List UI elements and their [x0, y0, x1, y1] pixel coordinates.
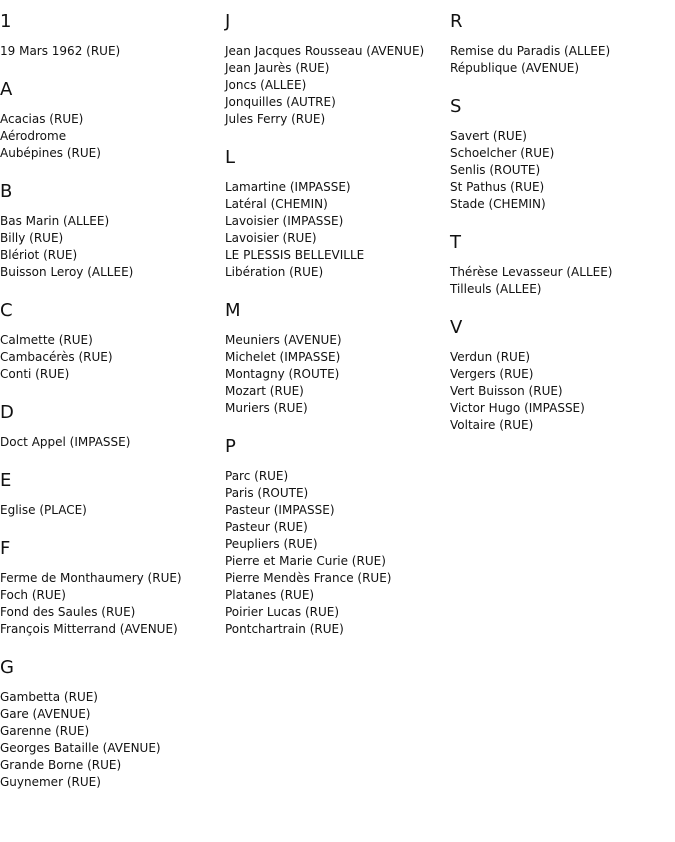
street-item: Vert Buisson (RUE): [450, 384, 563, 398]
street-item: Pontchartrain (RUE): [225, 622, 344, 636]
letter-section: [0, 537, 220, 638]
street-list: [450, 264, 670, 298]
street-item: Aérodrome: [0, 129, 67, 143]
street-column-1: [0, 10, 220, 809]
street-item: Poirier Lucas (RUE): [225, 605, 340, 619]
street-item: Mozart (RUE): [225, 384, 304, 398]
street-list: [225, 179, 445, 281]
street-list: [0, 111, 220, 162]
street-list: [0, 213, 220, 281]
street-item: Latéral (CHEMIN): [225, 197, 328, 211]
street-item: Savert (RUE): [450, 129, 527, 143]
street-item: Fond des Saules (RUE): [0, 605, 136, 619]
street-item: Acacias (RUE): [0, 112, 84, 126]
street-item: Platanes (RUE): [225, 588, 315, 602]
letter-section: [0, 180, 220, 281]
letter-section: [0, 469, 220, 519]
street-item: Blériot (RUE): [0, 248, 78, 262]
street-item: Guynemer (RUE): [0, 775, 101, 789]
street-item: Garenne (RUE): [0, 724, 90, 738]
letter-section: [225, 10, 445, 128]
letter-section: [0, 78, 220, 162]
letter-heading: J: [225, 11, 231, 32]
street-item: Jules Ferry (RUE): [225, 112, 326, 126]
street-item: Gare (AVENUE): [0, 707, 91, 721]
letter-heading: T: [450, 232, 461, 253]
street-item: Meuniers (AVENUE): [225, 333, 342, 347]
letter-heading: B: [0, 181, 13, 202]
street-item: Senlis (ROUTE): [450, 163, 541, 177]
street-item: Billy (RUE): [0, 231, 64, 245]
street-item: Jonquilles (AUTRE): [225, 95, 336, 109]
street-item: Thérèse Levasseur (ALLEE): [450, 265, 613, 279]
street-list: [0, 43, 220, 60]
letter-section: [0, 10, 220, 60]
street-item: Conti (RUE): [0, 367, 70, 381]
street-item: Pasteur (IMPASSE): [225, 503, 335, 517]
street-item: Joncs (ALLEE): [225, 78, 307, 92]
street-item: Pierre Mendès France (RUE): [225, 571, 392, 585]
street-item: Doct Appel (IMPASSE): [0, 435, 131, 449]
street-item: Libération (RUE): [225, 265, 324, 279]
street-item: Lavoisier (RUE): [225, 231, 317, 245]
street-list: [450, 349, 670, 434]
street-item: Foch (RUE): [0, 588, 66, 602]
letter-heading: C: [0, 300, 13, 321]
letter-section: [225, 146, 445, 281]
street-item: François Mitterrand (AVENUE): [0, 622, 178, 636]
letter-section: [0, 401, 220, 451]
street-item: Georges Bataille (AVENUE): [0, 741, 161, 755]
letter-heading: R: [450, 11, 463, 32]
letter-heading: S: [450, 96, 462, 117]
street-list: [225, 468, 445, 638]
street-list: [450, 128, 670, 213]
street-item: Jean Jaurès (RUE): [225, 61, 330, 75]
street-item: Gambetta (RUE): [0, 690, 98, 704]
street-column-3: [450, 10, 670, 452]
street-item: Vergers (RUE): [450, 367, 534, 381]
letter-heading: E: [0, 470, 12, 491]
street-list: [0, 689, 220, 791]
street-item: Paris (ROUTE): [225, 486, 309, 500]
letter-section: [0, 299, 220, 383]
street-column-2: [225, 10, 445, 656]
street-item: Montagny (ROUTE): [225, 367, 340, 381]
street-item: Voltaire (RUE): [450, 418, 534, 432]
street-item: Cambacérès (RUE): [0, 350, 113, 364]
street-item: Calmette (RUE): [0, 333, 93, 347]
street-item: Lavoisier (IMPASSE): [225, 214, 344, 228]
street-item: Eglise (PLACE): [0, 503, 87, 517]
letter-section: [450, 10, 670, 77]
street-item: LE PLESSIS BELLEVILLE: [225, 248, 365, 262]
street-list: [225, 43, 445, 128]
street-item: République (AVENUE): [450, 61, 580, 75]
street-item: Parc (RUE): [225, 469, 289, 483]
street-list: [0, 502, 220, 519]
letter-heading: G: [0, 657, 14, 678]
letter-heading: P: [225, 436, 236, 457]
street-item: Pasteur (RUE): [225, 520, 308, 534]
street-item: Tilleuls (ALLEE): [450, 282, 542, 296]
letter-heading: L: [225, 147, 236, 168]
street-list: [0, 332, 220, 383]
street-item: Muriers (RUE): [225, 401, 308, 415]
street-list: [450, 43, 670, 77]
letter-heading: 1: [0, 11, 12, 32]
street-item: Pierre et Marie Curie (RUE): [225, 554, 386, 568]
street-item: Buisson Leroy (ALLEE): [0, 265, 134, 279]
street-item: Remise du Paradis (ALLEE): [450, 44, 611, 58]
letter-section: [225, 299, 445, 417]
street-item: Verdun (RUE): [450, 350, 531, 364]
street-list: [0, 434, 220, 451]
street-item: Michelet (IMPASSE): [225, 350, 341, 364]
letter-section: [450, 231, 670, 298]
letter-heading: V: [450, 317, 463, 338]
letter-section: [0, 656, 220, 791]
letter-section: [225, 435, 445, 638]
street-item: Peupliers (RUE): [225, 537, 318, 551]
street-item: St Pathus (RUE): [450, 180, 545, 194]
street-item: Schoelcher (RUE): [450, 146, 555, 160]
letter-section: [450, 95, 670, 213]
street-item: Lamartine (IMPASSE): [225, 180, 351, 194]
letter-heading: F: [0, 538, 11, 559]
street-list: [0, 570, 220, 638]
letter-heading: A: [0, 79, 13, 100]
letter-section: [450, 316, 670, 434]
letter-heading: M: [225, 300, 241, 321]
street-list: [225, 332, 445, 417]
street-item: Victor Hugo (IMPASSE): [450, 401, 585, 415]
street-item: Jean Jacques Rousseau (AVENUE): [225, 44, 425, 58]
street-item: Grande Borne (RUE): [0, 758, 122, 772]
street-item: Aubépines (RUE): [0, 146, 101, 160]
street-item: 19 Mars 1962 (RUE): [0, 44, 121, 58]
street-item: Ferme de Monthaumery (RUE): [0, 571, 182, 585]
street-item: Stade (CHEMIN): [450, 197, 546, 211]
street-item: Bas Marin (ALLEE): [0, 214, 110, 228]
letter-heading: D: [0, 402, 14, 423]
